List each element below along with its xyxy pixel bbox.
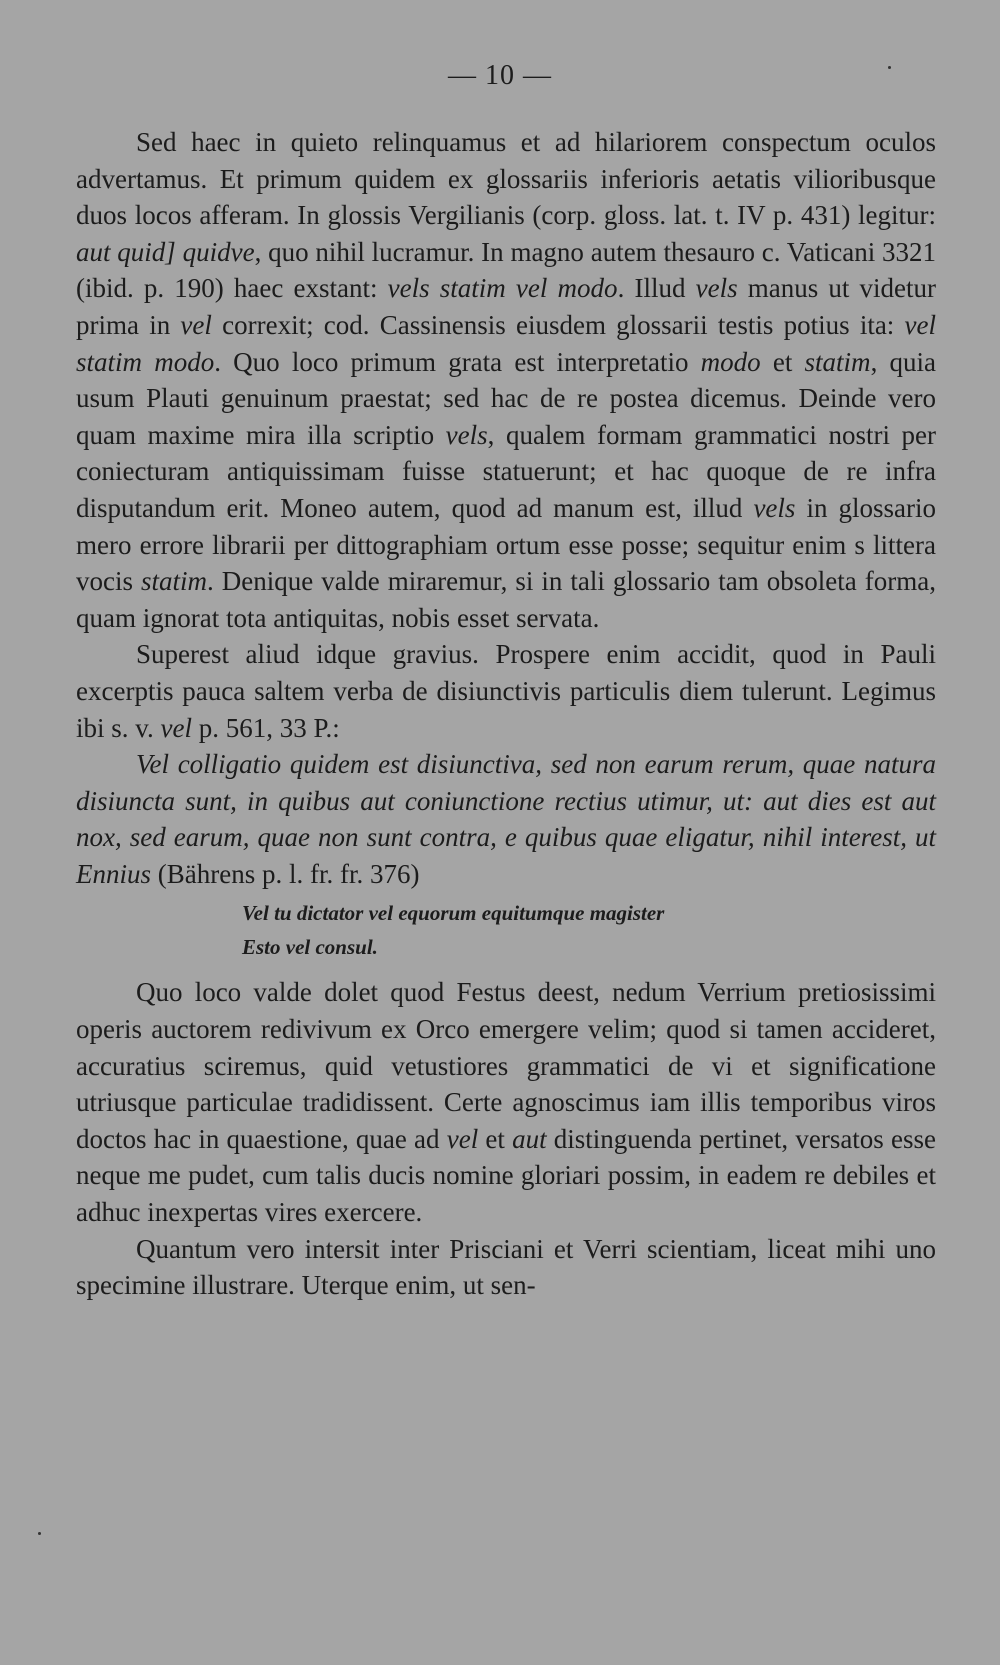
text-run: Quantum vero intersit inter Prisciani et Verri scientiam, liceat mihi uno specimine illustrare. Uterque enim, ut sen-	[76, 1233, 936, 1301]
italic-run: statim	[804, 346, 871, 377]
paragraph-2	[76, 636, 936, 746]
italic-run: vels	[695, 273, 738, 304]
italic-run: vel	[446, 1123, 479, 1154]
text-run: correxit; cod. Cassinensis eiusdem glossarii testis potius ita:	[211, 309, 905, 340]
text-run: Superest aliud idque gravius. Prospere enim accidit, quod in Pauli excerptis pauca saltem verba de disiunctivis particulis diem tulerunt. Legimus ibi s. v.	[76, 639, 936, 743]
italic-run: modo	[700, 346, 761, 377]
text-run: (Bährens p. l. fr. fr. 376)	[151, 858, 420, 889]
ennius-verse	[242, 896, 936, 964]
text-run: , qualem formam grammatici nostri per coniecturam antiquissimam fuisse statuerunt; et hac quoque de re infra disputandum erit. Moneo autem, quod ad manum est, illud	[76, 419, 936, 523]
verse-line-1: Vel tu dictator vel equorum equitumque magister	[242, 901, 665, 926]
text-run: . Denique valde miraremur, si in tali glossario tam obsoleta forma, quam ignorat tota antiquitas, nobis esset servata.	[76, 566, 936, 633]
text-run: . Illud	[617, 273, 696, 304]
text-run: , quia usum Plauti genuinum praestat; sed hac de re postea dicemus. Deinde vero quam maxime mira illa scriptio	[76, 346, 936, 450]
italic-run: aut quid] quidve	[76, 236, 255, 267]
text-run: et	[760, 346, 805, 377]
italic-run: vels	[445, 419, 488, 450]
paragraph-3	[76, 974, 936, 1230]
text-run: . Quo loco primum grata est interpretatio	[214, 346, 701, 377]
italic-run: statim	[141, 566, 208, 597]
text-run: Sed haec in quieto relinquamus et ad hilariorem conspectum oculos advertamus. Et primum quidem ex glossariis inferioris aetatis vilioribusque duos locos afferam. In glossis Vergilianis (corp. gloss. lat. t. IV p. 431) legitur:	[76, 127, 936, 231]
text-run: in glossario mero errore librarii per dittographiam ortum esse posse; sequitur enim s littera vocis	[76, 492, 936, 597]
text-run: et	[478, 1123, 513, 1154]
paragraph-1	[76, 124, 936, 636]
festus-quotation	[76, 746, 936, 892]
paragraph-4	[76, 1231, 936, 1304]
text-run: distinguenda pertinet, versatos esse neque me pudet, cum talis ducis nomine gloriari possim, in eadem re debiles et adhuc inexpertas vires exercere.	[76, 1123, 936, 1228]
italic-run: vels statim vel modo	[387, 273, 618, 304]
italic-run: vel	[180, 309, 212, 340]
body-text	[76, 124, 936, 1304]
italic-run: vels	[753, 492, 796, 523]
page-number: — 10 —	[448, 60, 552, 91]
italic-run: aut	[512, 1123, 547, 1154]
italic-run: vel	[160, 712, 192, 743]
scan-speck	[38, 1532, 41, 1535]
verse-line-2: Esto vel consul.	[242, 935, 378, 960]
scan-speck	[888, 66, 891, 69]
italic-run: vel statim modo	[76, 309, 937, 377]
text-run: , quo nihil lucramur. In magno autem thesauro c. Vaticani 3321 (ibid. p. 190) haec exstant:	[76, 236, 937, 304]
text-run: Quo loco valde dolet quod Festus deest, nedum Verrium pretiosissimi operis auctorem redivivum ex Orco emergere velim; quod si tamen accideret, accuratius sciremus, quid vetustiores grammatici de vi et significatione utriusque particulae tradidissent. Certe agnoscimus iam illis temporibus viros doctos hac in quaestione, quae ad	[76, 977, 936, 1154]
text-run: p. 561, 33 P.:	[192, 712, 340, 743]
text-run: manus ut videtur prima in	[76, 273, 937, 340]
italic-run: Vel colligatio quidem est disiunctiva, sed non earum rerum, quae natura disiuncta sunt, in quibus aut coniunctione rectius utimur, ut: aut dies est aut nox, sed earum, quae non sunt contra, e quibus quae eligatur, nihil interest, ut Ennius	[76, 749, 936, 889]
